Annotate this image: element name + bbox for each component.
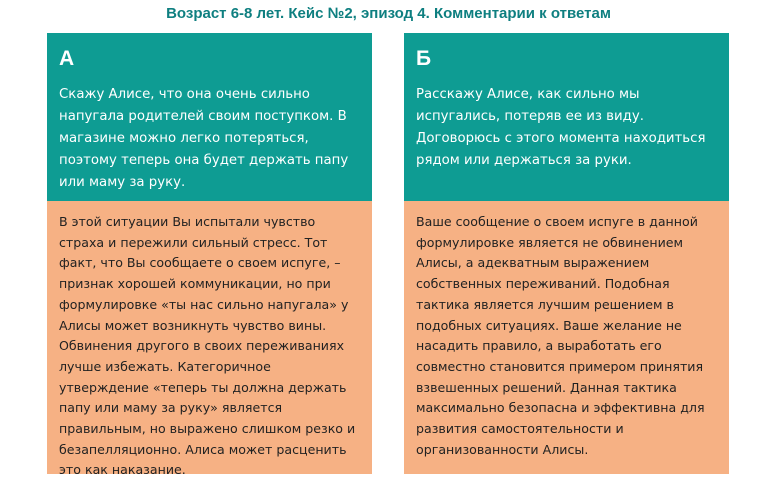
page-title: Возраст 6-8 лет. Кейс №2, эпизод 4. Комментарии к ответам	[166, 5, 611, 22]
answer-comment-panel	[404, 201, 729, 474]
answer-comment-panel	[47, 201, 372, 478]
answer-comment: Ваше сообщение о своем испуге в данной формулировке является не обвинением Алисы, а адекватным выражением собственных переживаний. Подобная тактика является лучшим решением в подобных ситуациях. Ваше желание не насадить правило, а выработать его совместно становится примером принятия взвешенных решений. Данная тактика максимально безопасна и эффективна для развития самостоятельности и организованности Алисы.	[416, 214, 705, 457]
answer-letter: Б	[416, 47, 432, 70]
answer-card-header	[404, 33, 729, 201]
answer-card-b	[404, 33, 729, 474]
answer-card-header	[47, 33, 372, 201]
answer-statement: Скажу Алисе, что она очень сильно напугала родителей своим поступком. В магазине можно легко потеряться, поэтому теперь она будет держать папу или маму за руку.	[59, 87, 349, 190]
answer-letter: А	[59, 47, 75, 70]
answer-comment: В этой ситуации Вы испытали чувство страха и пережили сильный стресс. Тот факт, что Вы сообщаете о своем испуге, – признак хорошей коммуникации, но при формулировке «ты нас сильно напугала» у Алисы может возникнуть чувство вины. Обвинения другого в своих переживаниях лучше избежать. Категоричное утверждение «теперь ты должна держать папу или маму за руку» является правильным, но выражено слишком резко и безапелляционно. Алиса может расценить это как наказание.	[59, 214, 356, 478]
answer-statement: Расскажу Алисе, как сильно мы испугались, потеряв ее из виду. Договорюсь с этого момента находиться рядом или держаться за руки.	[416, 87, 706, 168]
answer-card-a	[47, 33, 372, 478]
